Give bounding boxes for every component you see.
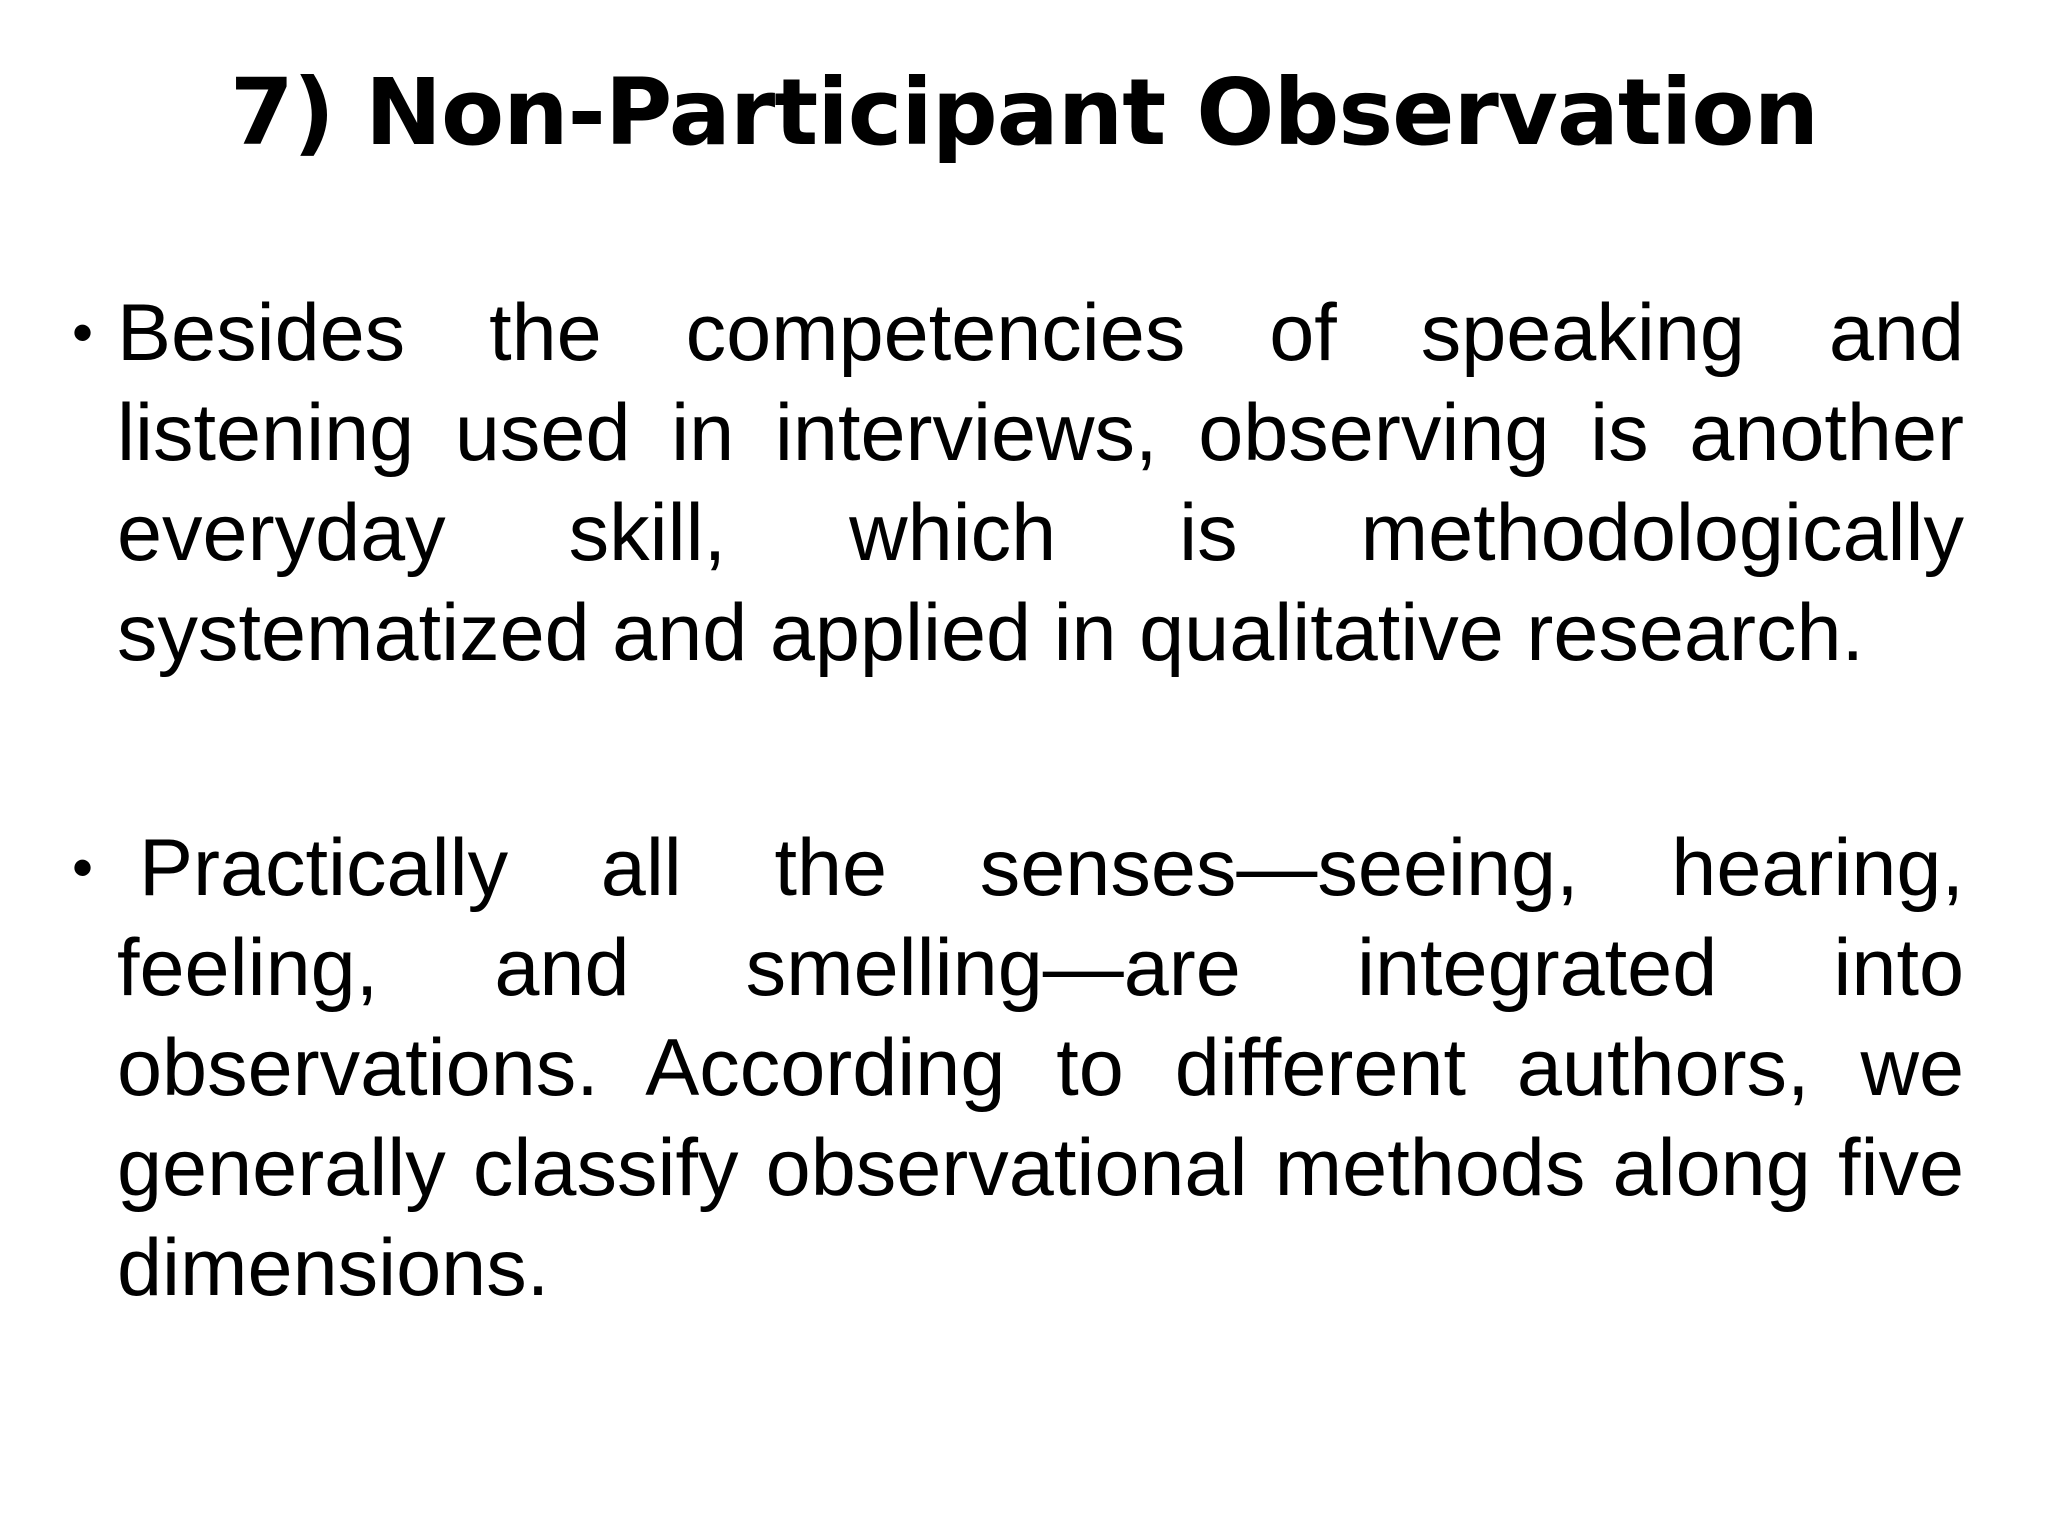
slide-title: 7) Non-Participant Observation: [229, 59, 1819, 166]
bullet-text: Besides the competencies of speaking and listening used in interviews, observing is another everyday skill, which is methodologically systematized and applied in qualitative research.: [117, 288, 1964, 678]
bullet-item: [72, 283, 1964, 683]
bullet-icon: •: [72, 834, 94, 901]
bullet-text: Practically all the senses—seeing, hearing, feeling, and smelling—are integrated into observations. According to different authors, we generally classify observational methods along five dimensions.: [117, 823, 1964, 1313]
bullet-icon: •: [72, 299, 94, 366]
bullet-item: [72, 818, 1964, 1318]
